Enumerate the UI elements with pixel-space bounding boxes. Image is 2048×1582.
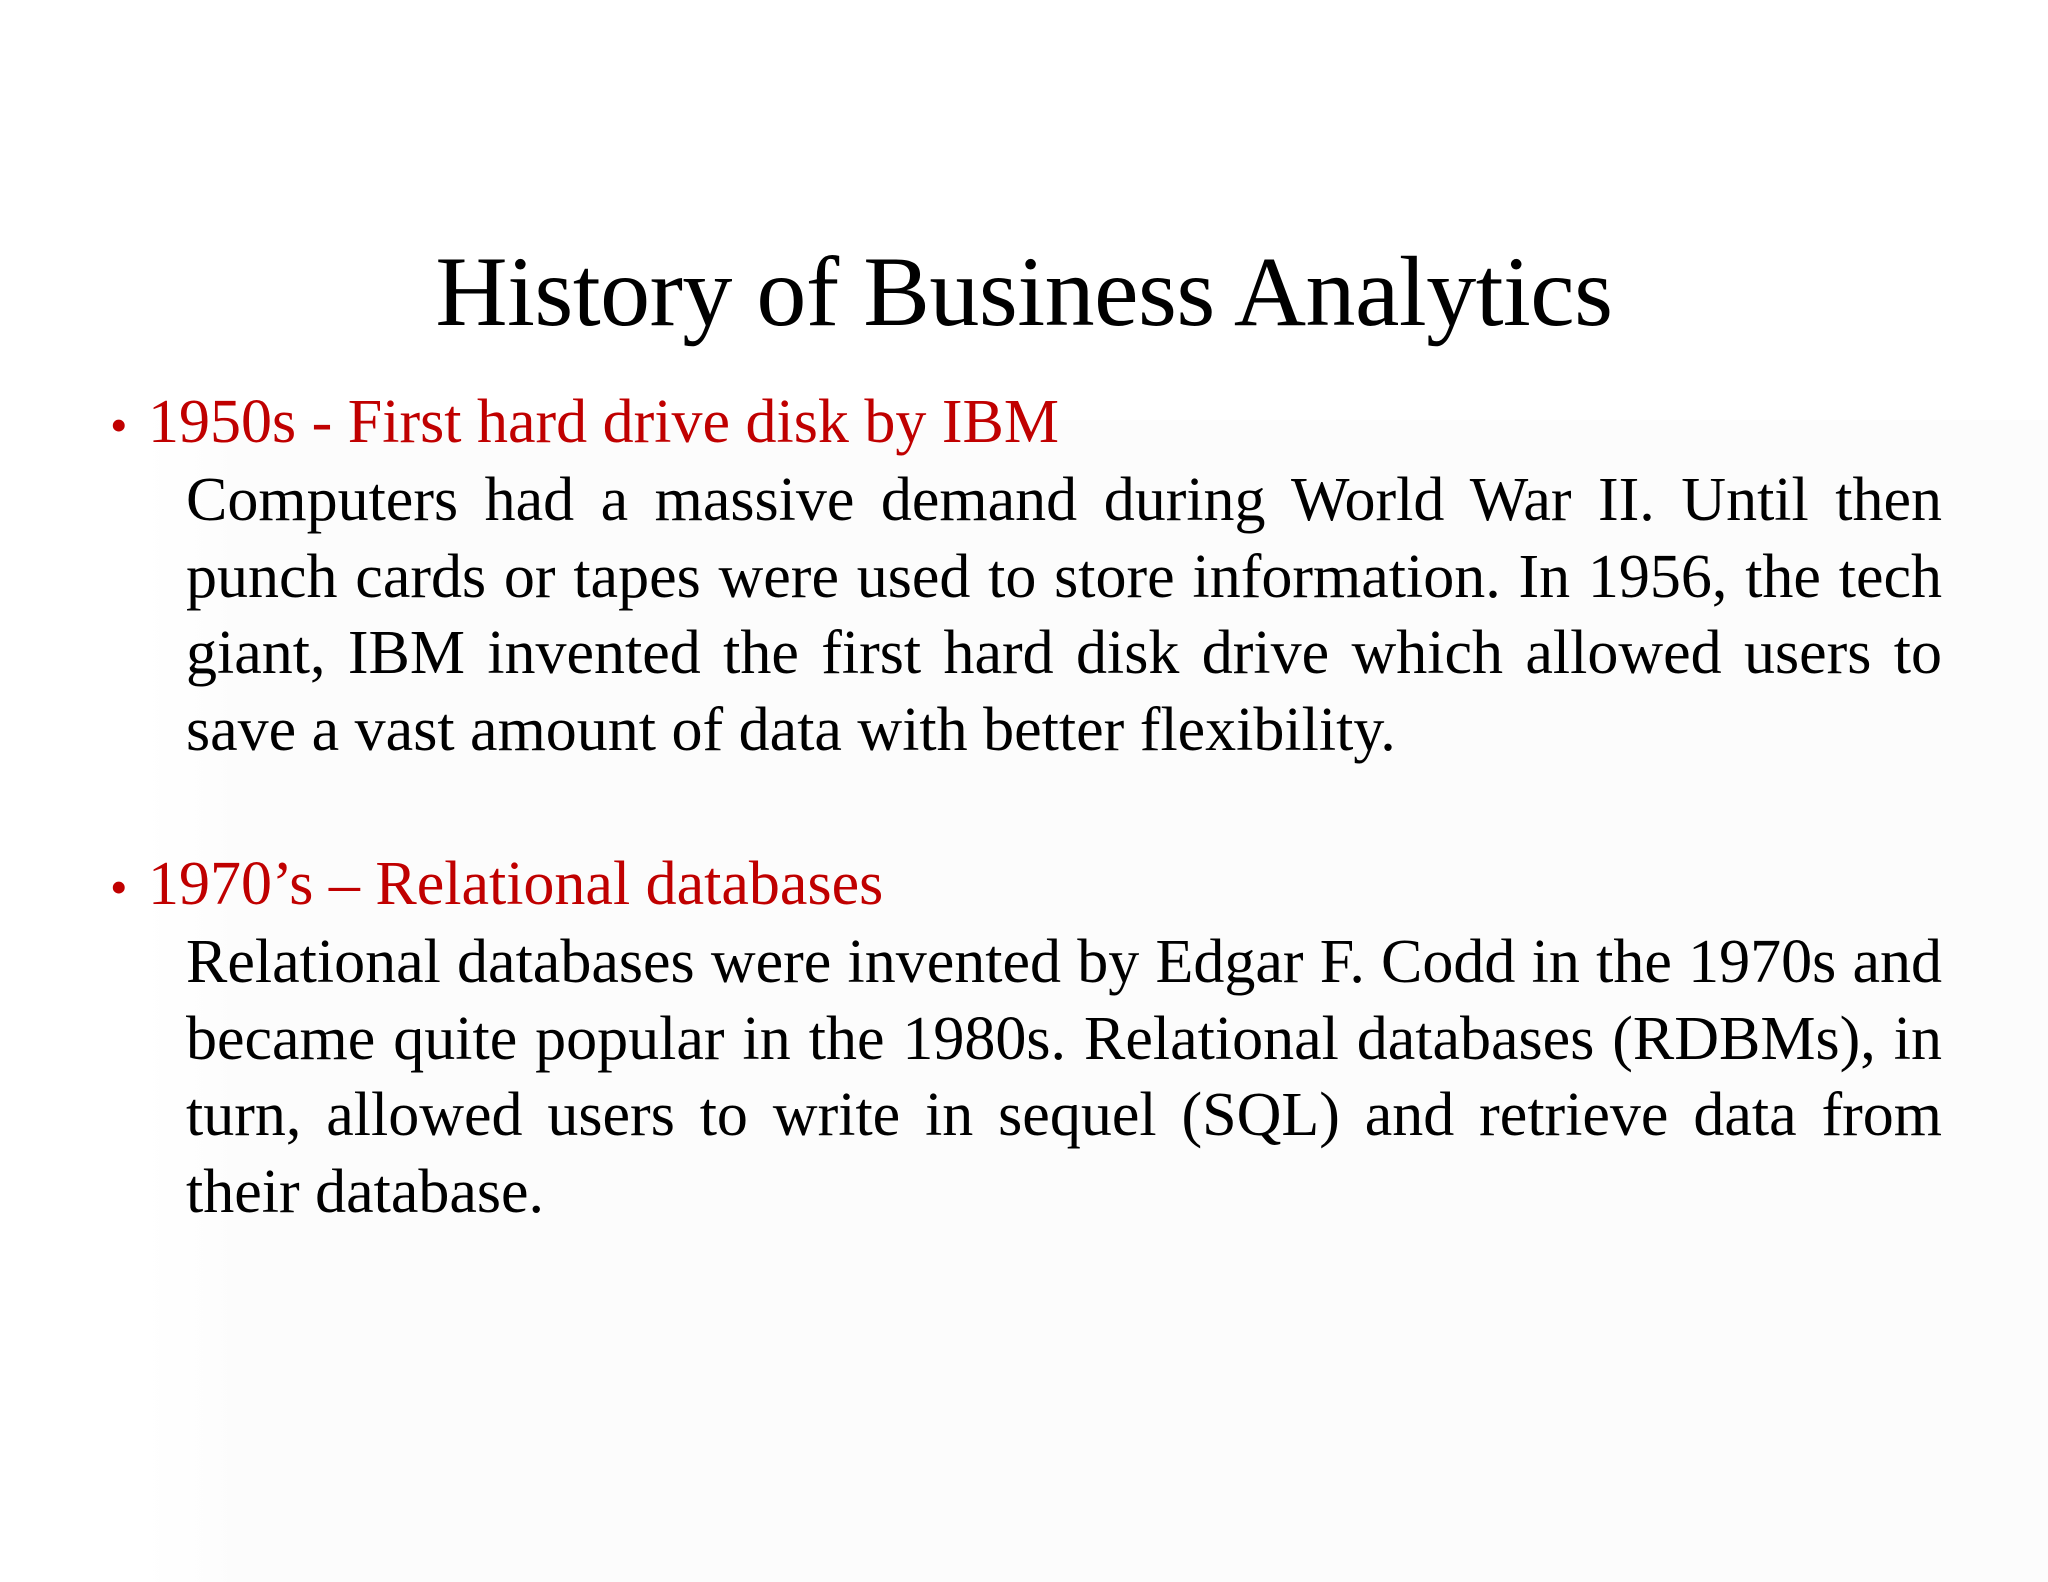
bullet-dot: • xyxy=(110,397,128,453)
bullet-dot: • xyxy=(110,859,128,915)
bullet-heading-text: 1950s - First hard drive disk by IBM xyxy=(148,388,1060,456)
paragraph-1970s: Relational databases were invented by Edgar F. Codd in the 1970s and became quite popular in the 1980s. Relational databases (RDBMs), in turn, allowed users to write in sequel (SQL) and retrieve data from their database. xyxy=(186,928,1942,1226)
bullet-heading-1970s xyxy=(110,846,883,925)
paragraph-1950s: Computers had a massive demand during World War II. Until then punch cards or tapes were used to store information. In 1956, the tech giant, IBM invented the first hard disk drive which allowed users to save a vast amount of data with better flexibility. xyxy=(186,466,1942,764)
slide-title: History of Business Analytics xyxy=(435,236,1613,347)
bullet-heading-text: 1970’s – Relational databases xyxy=(148,850,884,918)
slide-top-area xyxy=(0,0,2048,420)
bullet-heading-1950s xyxy=(110,384,1059,463)
